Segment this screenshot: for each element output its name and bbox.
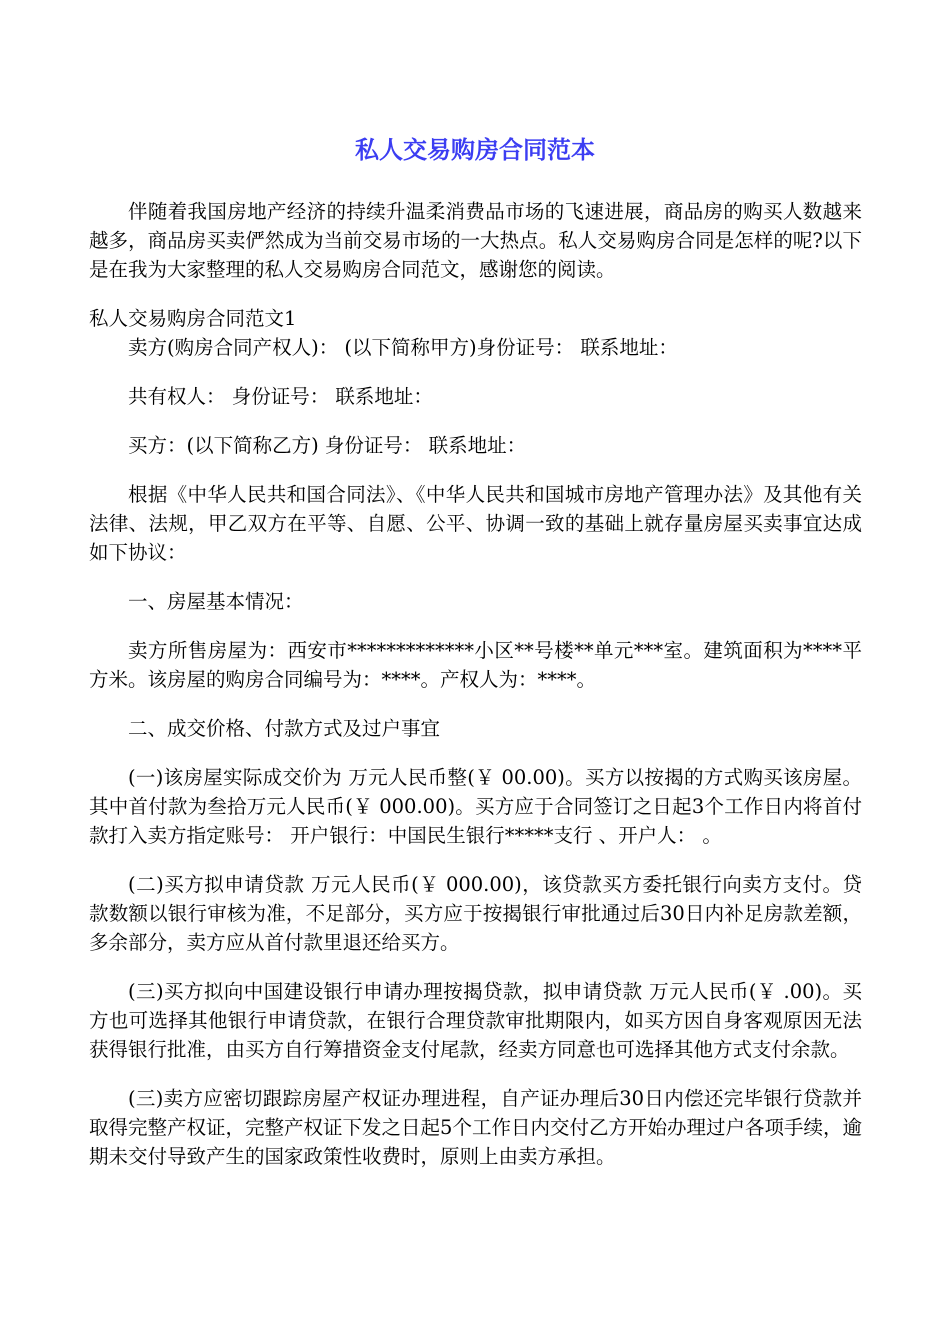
co-owner-line: 共有权人： 身份证号： 联系地址： <box>128 385 433 408</box>
section-heading-sample-1: 私人交易购房合同范文1 <box>89 307 297 330</box>
price-clause-4: (三)卖方应密切跟踪房屋产权证办理进程，自产证办理后30日内偿还完毕银行贷款并取得完整产权证，完整产权证下发之日起5个工作日内交付乙方开始办理过户各项手续，逾期未交付导致产生的国家政策性收费时，原则上由卖方承担。 <box>89 1087 862 1168</box>
document-body <box>89 197 862 1191</box>
section-price-heading: 二、成交价格、付款方式及过户事宜 <box>128 717 441 740</box>
legal-basis-paragraph: 根据《中华人民共和国合同法》、《中华人民共和国城市房地产管理办法》及其他有关法律、法规，甲乙双方在平等、自愿、公平、协调一致的基础上就存量房屋买卖事宜达成如下协议： <box>89 483 862 564</box>
price-clause-3: (三)买方拟向中国建设银行申请办理按揭贷款，拟申请贷款 万元人民币(￥ .00)。买方也可选择其他银行申请贷款，在银行合理贷款审批期限内，如买方因自身客观原因无法获得银行批准，由买方自行筹措资金支付尾款，经卖方同意也可选择其他方式支付余款。 <box>89 980 862 1061</box>
section-house-info-heading: 一、房屋基本情况： <box>128 590 304 613</box>
house-info-paragraph: 卖方所售房屋为：西安市*************小区**号楼**单元***室。建筑面积为****平方米。该房屋的购房合同编号为：****。产权人为：****。 <box>89 639 862 691</box>
intro-paragraph: 伴随着我国房地产经济的持续升温柔消费品市场的飞速进展，商品房的购买人数越来越多，商品房买卖俨然成为当前交易市场的一大热点。私人交易购房合同是怎样的呢?以下是在我为大家整理的私人交易购房合同范文，感谢您的阅读。 <box>89 200 862 281</box>
buyer-line: 买方：(以下简称乙方) 身份证号： 联系地址： <box>128 434 527 457</box>
seller-line: 卖方(购房合同产权人)： (以下简称甲方)身份证号： 联系地址： <box>128 336 678 359</box>
price-clause-2: (二)买方拟申请贷款 万元人民币(￥ 000.00)，该贷款买方委托银行向卖方支付。贷款数额以银行审核为准，不足部分，买方应于按揭银行审批通过后30日内补足房款差额，多余部分，卖方应从首付款里退还给买方。 <box>89 873 862 954</box>
price-clause-1: (一)该房屋实际成交价为 万元人民币整(￥ 00.00)。买方以按揭的方式购买该房屋。其中首付款为叁拾万元人民币(￥ 000.00)。买方应于合同签订之日起3个工作日内将首付款打入卖方指定账号： 开户银行：中国民生银行*****支行 、开户人： 。 <box>89 766 862 847</box>
document-title: 私人交易购房合同范本 <box>355 136 595 164</box>
